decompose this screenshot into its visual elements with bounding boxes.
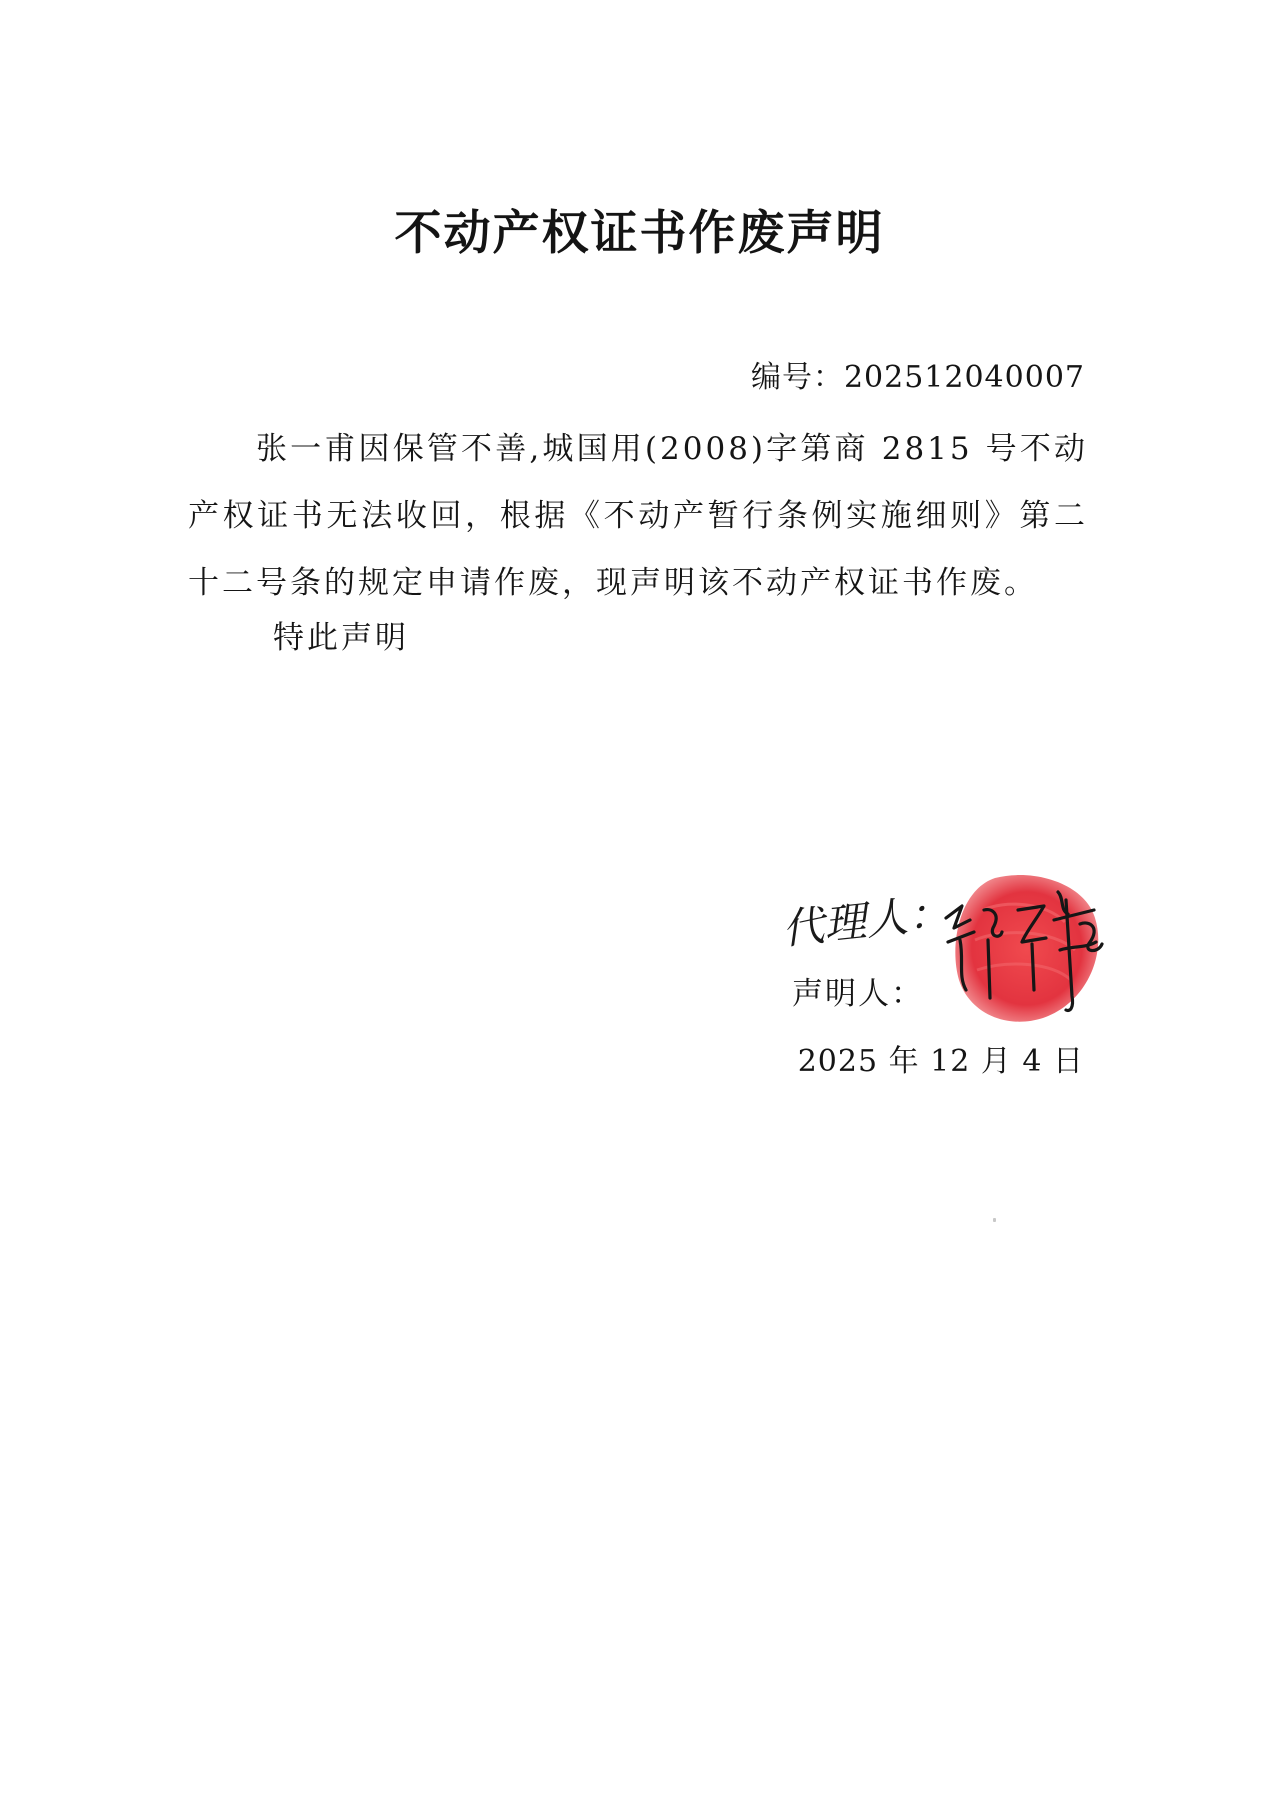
declaration-body: 张一甫因保管不善,城国用(2008)字第商 2815 号不动产权证书无法收回，根据《不动产暂行条例实施细则》第二十二号条的规定申请作废，现声明该不动产权证书作废。 xyxy=(188,431,1088,601)
agent-label: 代理人： xyxy=(779,887,952,954)
handwritten-signature xyxy=(940,880,1110,1020)
scan-speck xyxy=(993,1218,996,1222)
declarant-label: 声明人： xyxy=(792,976,924,1012)
document-title: 不动产权证书作废声明 xyxy=(394,206,885,261)
closing-phrase: 特此声明 xyxy=(273,620,409,656)
document-number: 编号：202512040007 xyxy=(750,360,1085,395)
declaration-date: 2025 年 12 月 4 日 xyxy=(797,1044,1084,1079)
